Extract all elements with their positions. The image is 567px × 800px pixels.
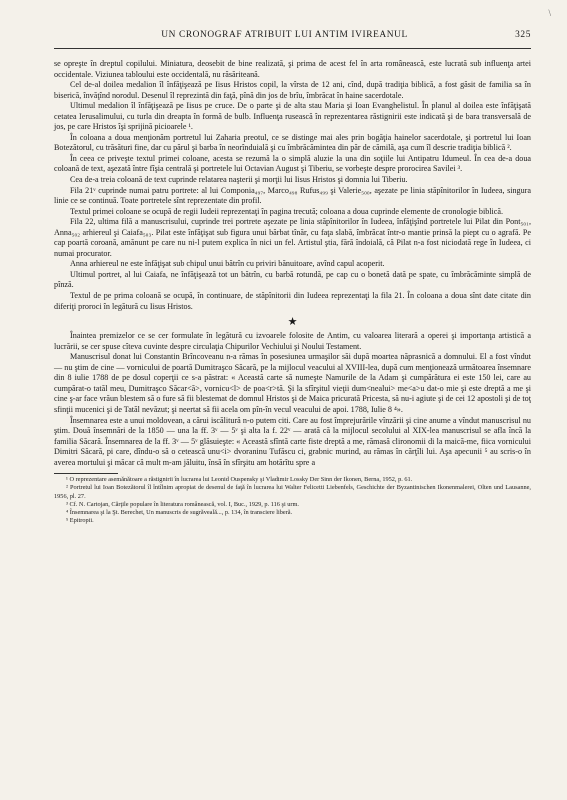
section-separator-star: ★ [287,316,298,329]
running-title: UN CRONOGRAF ATRIBUIT LUI ANTIM IVIREANUL [161,30,408,40]
paragraph: În ceea ce priveşte textul primei coloane, acesta se rezumă la o simplă aluzie la una din soţiile lui Antipatru Idumeul. În cea de-a doua coloană de text, aşezată între fîşia centrală şi portretele lui Octavian August şi Tiberiu, se vorbeşte despre prorocirea Savilei ³. [54,153,531,174]
footnote: ⁵ Epitropii. [66,517,94,525]
paragraph: Anna arhiereul ne este înfăţişat sub chipul unui bătrîn cu priviri bănuitoare, avînd capul acoperit. [70,259,385,269]
paragraph: Înaintea premizelor ce se cer formulate în legătură cu izvoarele folosite de Antim, cu valoarea literară a operei şi importanţa artistică a lucrării, se cer spuse cîteva cuvinte despre circulaţia Chipurilor Vechiului şi Noului Testament. [54,331,531,351]
paragraph: Însemnarea este a unui moldovean, a cărui iscălitură n-o putem citi. Care au fost împrejurările vînzării şi cine anume a vîndut manuscrisul nu ştim. Două însemnări de la 1850 — una la ff. 3ᵛ — 5ᵛ şi alta la f. 22ᵛ — arată că la mijlocul secolului al XIX-lea manuscrisul se afla încă la familia Săcară. Însemnarea de la ff. 3ᵛ — 5ᵛ glăsuieşte: « Această sfîntă carte fiste dreptă a me, rămasă clironomii di la maică-me, fiica vornicului Dimitri Săcară, pi care, dîndu-o să o cetească unu<i> dvoraninu Tufăscu ci, grabnic murind, au rămas în cărţîli lui. Aşa apecunii ⁵ au scris-o în averea mortului şi măcar că mult m-am jăluitu, însă în sfîrşitu am hotărîtu spre a [54,415,531,467]
page-number: 325 [515,30,531,40]
paragraph: Textul primei coloane se ocupă de regii Iudeii reprezentaţi în pagina trecută; coloana a doua cuprinde elemente de cronologie biblică. [70,206,504,216]
paragraph: Ultimul portret, al lui Caiafa, ne înfăţişează tot un bătrîn, cu barbă rotundă, pe cap cu o bonetă dată pe spate, cu îmbrăcăminte simplă de pînză. [54,269,531,290]
main-text [54,59,531,525]
footnote: ² Portretul lui Ioan Botezătorul îl întîlnim apropiat de desenul de faţă în lucrarea lui Walter Felicetti Liebenfels, Geschichte der Byzantinischen Ikonenmalerei, Olten und Lausanne, 1956, pl. 27. [54,484,531,500]
footnote: ¹ O reprezentare asemănătoare a răstignirii în lucrarea lui Leonid Ouspensky şi Vladimir Lossky Der Sinn der Ikonen, Berna, 1952, p. 61. [66,476,413,484]
running-header [54,30,531,49]
paragraph: Fila 22, ultima filă a manuscrisului, cuprinde trei portrete aşezate pe linia stăpînitorilor în Iudeea, înfăţişînd portretele lui Pilat din Pont₅₀₁, Anna₅₀₂ arhiereul şi Caiafa₅₀₃. Pilat este înfăţişat sub figura unui bărbat tînăr, cu faţa slabă, îmbrăcat într-o mantie prinsă la piept cu o agrafă. Pe cap poartă coroană, amănunt pe care nu ni-l putem explica în nici un fel. Artistul ştia, fără îndoială, că Pilat n-a fost niciodată rege în Iudeea, ci numai procurator. [54,217,531,258]
footnote-rule [54,473,118,474]
paragraph: Textul de pe prima coloană se ocupă, în continuare, de stăpînitorii din Iudeea reprezentaţi la fila 21. În coloana a doua sînt date citate din diferiţi proroci în legătură cu Iisus Hristos. [54,291,531,311]
corner-mark: \ [548,8,551,18]
paragraph: Cel de-al doilea medalion îl înfăţişează pe Iisus Hristos copil, la vîrsta de 12 ani, cînd, după tradiţia biblică, a fost găsit de familia sa în biserică, învăţînd norodul. Desenul îl reprezintă din faţă, pînă din jos de brîu, îmbrăcat în haine sacerdotale. [54,80,531,100]
paragraph: Fila 21ᵛ cuprinde numai patru portrete: al lui Componia₄₉₇, Marco₄₉₈ Rufus₄₉₉ şi Valerie₅₀₀, aşezate pe linia stăpînitorilor în Iudeea, singura linie ce se continuă. Toate portretele sînt reprezentate din profil. [54,185,531,206]
paragraph: În coloana a doua menţionăm portretul lui Zaharia preotul, ce se distinge mai ales prin bogăţia hainelor sacerdotale, şi portretul lui Ioan Botezătorul, cu trăsături fine, dar cu părul şi barba în neorînduială şi cu îmbrăcămintea din păr de cămilă, aşa cum îl descrie tradiţia biblică ². [54,132,531,153]
paragraph: se opreşte în dreptul copilului. Miniatura, deosebit de bine realizată, şi prima de acest fel în arta românească, este lucrată sub influenţa artei occidentale. Viziunea tabloului este occidentală, nu răsăriteană. [54,59,531,79]
paragraph: Ultimul medalion îl înfăţişează pe Iisus pe cruce. De o parte şi de alta stau Maria şi Ioan Evanghelistul. În planul al doilea este înfăţişată cetatea Ierusalimului, cu turla din dreapta în formă de bulb. Influenţa rusească în reprezentarea răstignirii este indicată şi de bara transversală de jos, pe care Hristos îşi sprijină picioarele ¹. [54,101,531,132]
footnote: ⁴ Însemnarea şi la Şt. Berechet, Un manuscris de sugrăveală..., p. 134, în transciere liberă. [66,509,293,517]
footnotes [54,476,531,525]
paragraph: Manuscrisul donat lui Constantin Brîncoveanu n-a rămas în posesiunea urmaşilor săi după moartea năprasnică a domnului. El a fost vîndut — nu ştim de cine — vornicului de poartă Dumitraşco Săcară, pe la mijlocul veacului al XVIII-lea, după cum menţionează următoarea însemnare din 8 iulie 1788 de pe dosul coperţii ce s-a păstrat: « Această carte să numeşte Namurile de la Adam şi cumpărătura ei este 150 lei, care au cumpărat-o tatăl meu, Dumitraşco Săcar<ă>, vornicu<l> de poa<r>tă. Şi la sfîrşitul vieţii dum<nealui> me<a>u dat-o mie şi este dreptă a me şi cine ş-ar face vrăun blestem să o fure să fii blestemat de domnul Hristos şi de Maica pricurată Pricesta, să nu-i agiute şi de cei 12 apostoli şi de toţ sfinţii mucenici şi de Tatăl nevăzut; şi neertat să fii acela om pîn-în vecul veacului de apoi. 1788, Iulie 8 ⁴». [54,352,531,414]
paragraph: Cea de-a treia coloană de text cuprinde relatarea naşterii şi morţii lui Iisus Hristos şi domnia lui Tiberiu. [70,175,408,185]
footnote: ³ Cf. N. Cartojan, Cărţile populare în literatura românească, vol. I, Buc., 1929, p. 116 şi urm. [66,500,300,508]
